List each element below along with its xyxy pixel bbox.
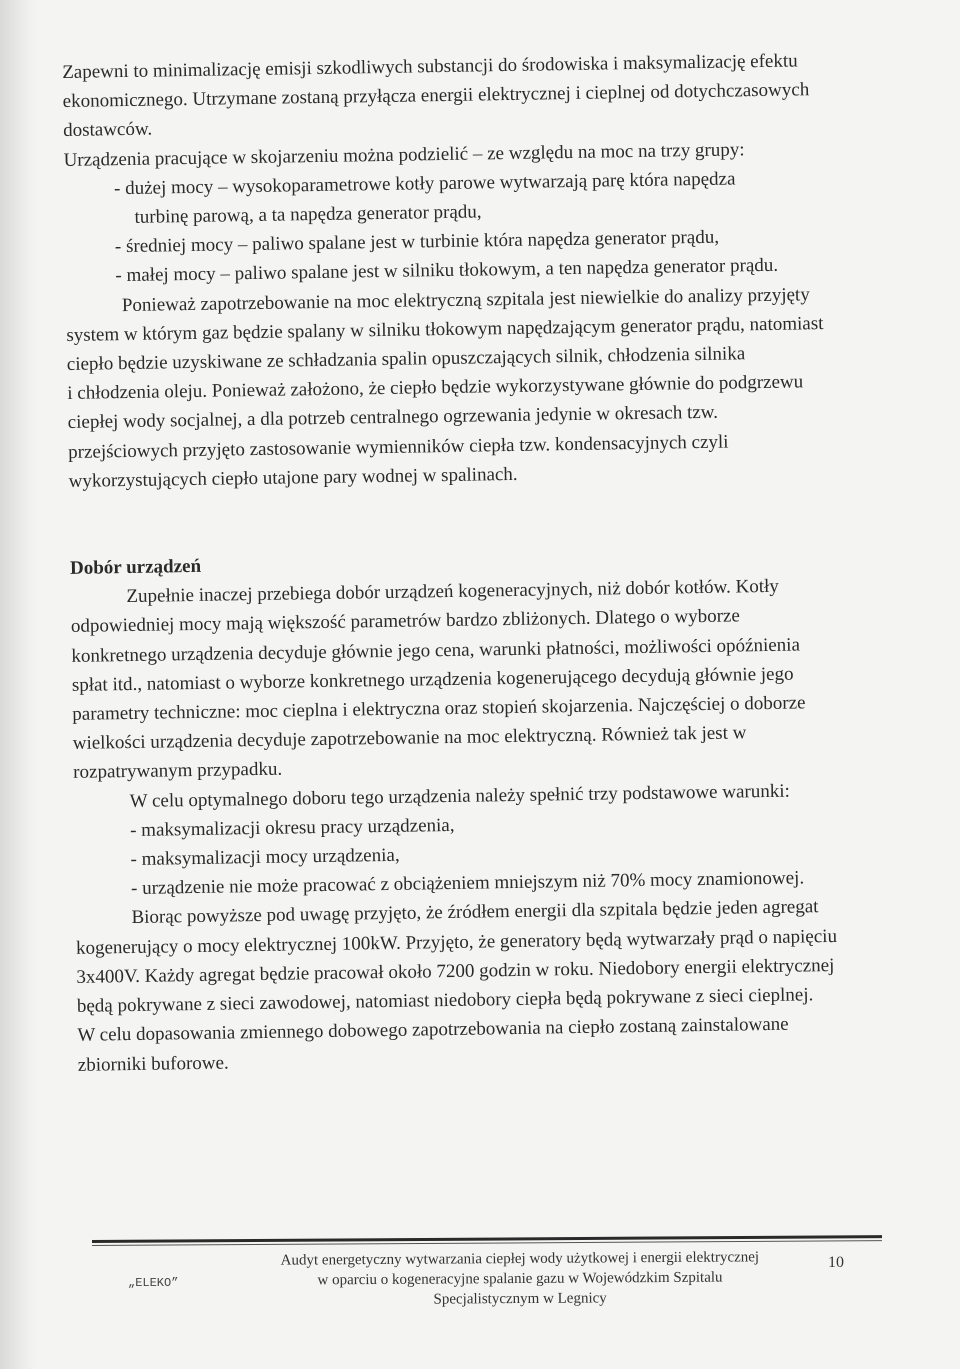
list-item: - urządzenie nie może pracować z obciążeniem mniejszym niż 70% mocy znamionowej.: [130, 867, 805, 900]
body-line: ciepłej wody socjalnej, a dla potrzeb centralnego ogrzewania jedynie w okresach tzw.: [67, 402, 719, 434]
body-line: dostawców.: [62, 119, 153, 142]
paragraph-start: Biorąc powyższe pod uwagę przyjęto, że źródłem energii dla szpitala będzie jeden agregat: [131, 896, 819, 929]
body-line: Urządzenia pracujące w skojarzeniu można podzielić – ze względu na moc na trzy grupy:: [63, 138, 745, 171]
body-line: system w którym gaz będzie spalany w silniku tłokowym napędzającym generator prądu, natomiast: [66, 312, 824, 346]
body-line: konkretnego urządzenia decyduje głównie jego cena, warunki płatności, możliwości opóźnienia: [71, 634, 801, 667]
body-line: zbiorniki buforowe.: [77, 1052, 229, 1076]
body-line: 3x400V. Każdy agregat będzie pracował około 7200 godzin w roku. Niedobory energii elektrycznej: [76, 954, 835, 988]
footer-line: Specjalistycznym w Legnicy: [433, 1290, 607, 1308]
body-line: spłat itd., natomiast o wyborze konkretnego urządzenia kogenerującego decydują głównie jego: [71, 663, 794, 696]
footer-line: w oparciu o kogeneracyjne spalanie gazu w Wojewódzkim Szpitalu: [317, 1269, 723, 1289]
list-item-continuation: turbinę parową, a ta napędza generator prądu,: [134, 201, 482, 228]
list-item: - dużej mocy – wysokoparametrowe kotły parowe wytwarzają parę która napędza: [113, 168, 736, 200]
section-title: Dobór urządzeń: [69, 555, 202, 579]
scan-edge-shadow: [0, 0, 38, 1369]
body-line: ciepło będzie uzyskiwane ze schładzania spalin opuszczających silnik, chłodzenia silnika: [66, 343, 746, 375]
body-line: rozpatrywanym przypadku.: [73, 759, 283, 784]
paragraph-start: Zupełnie inaczej przebiega dobór urządzeń kogeneracyjnych, niż dobór kotłów. Kotły: [126, 576, 779, 608]
list-item: - maksymalizacji okresu pracy urządzenia,: [129, 814, 455, 841]
list-item: - maksymalizacji mocy urządzenia,: [130, 844, 400, 871]
footer-caption: [240, 1247, 800, 1311]
body-line: wielkości urządzenia decyduje zapotrzebowanie na moc elektryczną. Również tak jest w: [72, 722, 747, 755]
page-number: 10: [828, 1254, 844, 1271]
paragraph-start: Ponieważ zapotrzebowanie na moc elektryczną szpitala jest niewielkie do analizy przyjęty: [121, 283, 810, 316]
body-line: i chłodzenia oleju. Ponieważ założono, że ciepło będzie wykorzystywane głównie do podgrzewu: [67, 371, 804, 405]
body-line: ekonomicznego. Utrzymane zostaną przyłącza energii elektrycznej i cieplnej od dotychczasowych: [62, 79, 810, 113]
body-line: W celu dopasowania zmiennego dobowego zapotrzebowania na ciepło zostaną zainstalowane: [77, 1014, 789, 1047]
body-line: kogenerujący o mocy elektrycznej 100kW. Przyjęto, że generatory będą wytwarzały prąd o napięciu: [75, 925, 838, 959]
footer-line: Audyt energetyczny wytwarzania ciepłej wody użytkowej i energii elektrycznej: [280, 1249, 760, 1269]
document-body: [62, 45, 898, 1079]
list-item: - średniej mocy – paliwo spalane jest w turbinie która napędza generator prądu,: [114, 226, 720, 258]
list-item: - małej mocy – paliwo spalane jest w silniku tłokowym, a ten napędza generator prądu.: [115, 255, 779, 287]
body-line: wykorzystujących ciepło utajone pary wodnej w spalinach.: [68, 463, 518, 492]
footer-organization: „ELEKO”: [128, 1276, 179, 1290]
body-line: będą pokrywane z sieci zawodowej, natomiast niedobory ciepła będą pokrywane z sieci cieplnej.: [76, 984, 814, 1017]
body-line: przejściowych przyjęto zastosowanie wymienników ciepła tzw. kondensacyjnych czyli: [68, 431, 729, 463]
body-line: parametry techniczne: moc cieplna i elektryczna oraz stopień skojarzenia. Najczęściej o doborze: [72, 692, 806, 725]
body-line: Zapewni to minimalizację emisji szkodliwych substancji do środowiska i maksymalizację efektu: [62, 50, 798, 83]
body-line: odpowiedniej mocy mają większość parametrów bardzo zbliżonych. Dlatego o wyborze: [70, 605, 741, 638]
paragraph-start: W celu optymalnego doboru tego urządzenia należy spełnić trzy podstawowe warunki:: [129, 780, 790, 812]
